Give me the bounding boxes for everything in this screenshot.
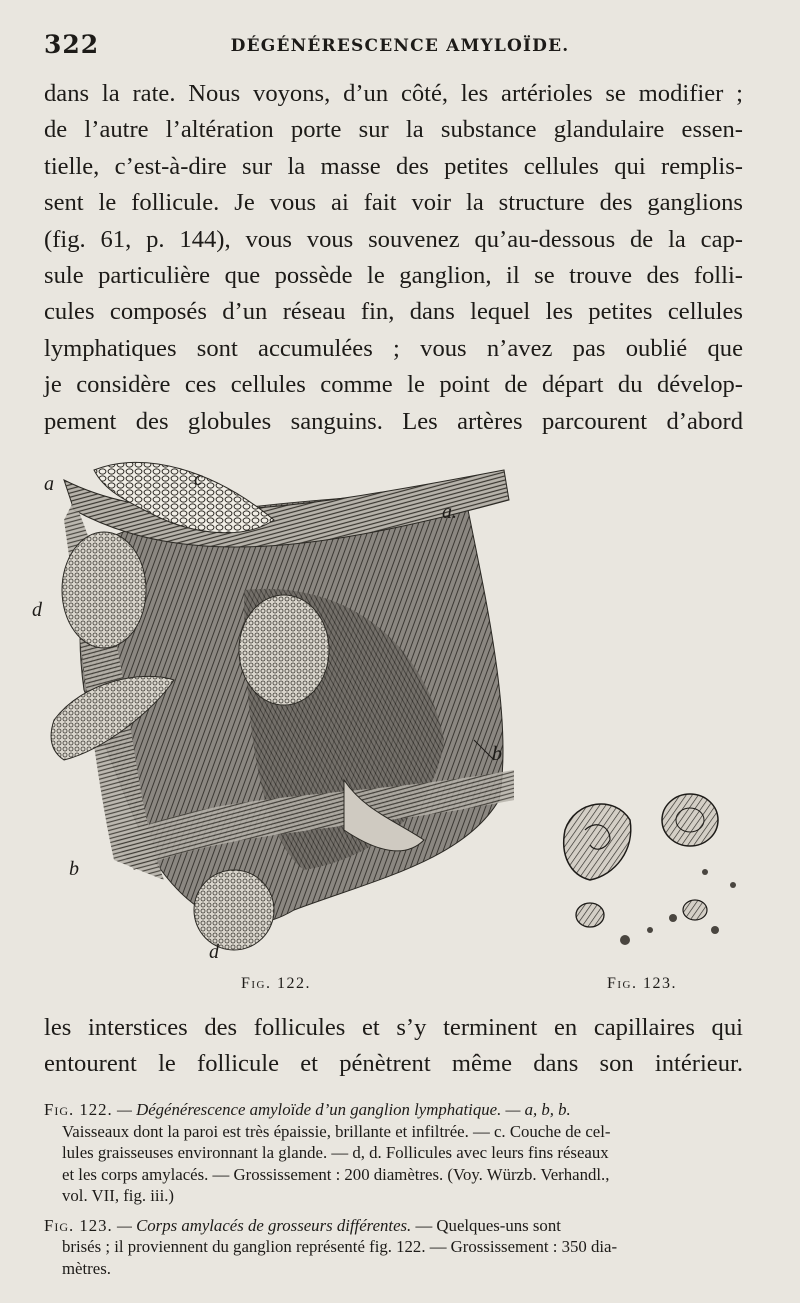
follicle xyxy=(62,532,146,648)
fig-letter: b xyxy=(69,858,79,880)
page-number: 322 xyxy=(44,30,100,59)
caption-fig-122 xyxy=(44,1099,748,1207)
text-line: de l’autre l’altération porte sur la substance glandulaire essen- xyxy=(44,116,743,144)
amyloid-body xyxy=(683,900,707,920)
text-line: tielle, c’est-à-dire sur la masse des petites cellules qui remplis- xyxy=(44,152,743,180)
follicle xyxy=(239,595,329,705)
caption-text: — Quelques-uns sont xyxy=(415,1215,561,1235)
caption-line: brisés ; il proviennent du ganglion représenté fig. 122. — Grossissement : 350 dia- xyxy=(62,1237,618,1256)
figure-122-label: Fig. 122. xyxy=(241,975,312,992)
text-line: je considère ces cellules comme le point de départ du dévelop- xyxy=(44,371,743,399)
text-line: sent le follicule. Je vous ai fait voir la structure des ganglions xyxy=(44,189,743,217)
paragraph-2 xyxy=(44,1010,743,1083)
figure-123-engraving xyxy=(555,790,745,950)
caption-lead: Fig. 122. xyxy=(44,1100,113,1119)
fig-letter: b xyxy=(492,743,502,765)
text-line: les interstices des follicules et s’y terminent en capillaires qui xyxy=(44,1014,743,1041)
amyloid-body xyxy=(662,794,718,846)
running-head: DÉGÉNÉRESCENCE AMYLOÏDE. xyxy=(230,36,570,56)
fig-letter: c xyxy=(194,468,203,490)
caption-fig-123 xyxy=(44,1215,748,1280)
fig-letter: d xyxy=(209,941,219,963)
text-line: pement des globules sanguins. Les artères parcourent d’abord xyxy=(44,407,743,435)
amyloid-body xyxy=(576,903,604,927)
fig-letter: d xyxy=(32,599,42,621)
text-line: lymphatiques sont accumulées ; vous n’avez pas oublié que xyxy=(44,334,743,362)
text-line: (fig. 61, p. 144), vous vous souvenez qu’au-dessous de la cap- xyxy=(44,225,743,253)
page-header xyxy=(44,30,756,62)
text-line: sule particulière que possède le ganglion, il se trouve des folli- xyxy=(44,261,743,289)
caption-title: — Dégénérescence amyloïde d’un ganglion lymphatique. — a, b, b. xyxy=(116,1100,571,1119)
amyloid-body xyxy=(564,804,631,880)
caption-line: lules graisseuses environnant la glande. — d, d. Follicules avec leurs fins réseaux xyxy=(62,1143,609,1162)
caption-line: mètres. xyxy=(62,1258,111,1278)
fig-letter: a xyxy=(44,473,54,495)
caption-line: et les corps amylacés. — Grossissement : 200 diamètres. (Voy. Würzb. Verhandl., xyxy=(62,1164,610,1184)
caption-title: — Corps amylacés de grosseurs différentes. xyxy=(116,1215,412,1235)
fig-letter: a. xyxy=(442,501,457,523)
caption-lead: Fig. 123. xyxy=(44,1215,113,1235)
caption-line: Vaisseaux dont la paroi est très épaissie, brillante et infiltrée. — c. Couche de cel- xyxy=(62,1121,611,1141)
figure-122-engraving xyxy=(32,440,564,963)
follicle xyxy=(194,870,274,950)
text-line: cules composés d’un réseau fin, dans lequel les petites cellules xyxy=(44,298,743,326)
text-line: dans la rate. Nous voyons, d’un côté, les artérioles se modifier ; xyxy=(44,80,743,107)
figure-123-label: Fig. 123. xyxy=(607,975,678,992)
text-line: entourent le follicule et pénètrent même dans son intérieur. xyxy=(44,1050,743,1078)
figure-captions xyxy=(44,1099,748,1287)
caption-line: vol. VII, fig. iii.) xyxy=(62,1186,175,1205)
paragraph-1 xyxy=(44,76,743,440)
